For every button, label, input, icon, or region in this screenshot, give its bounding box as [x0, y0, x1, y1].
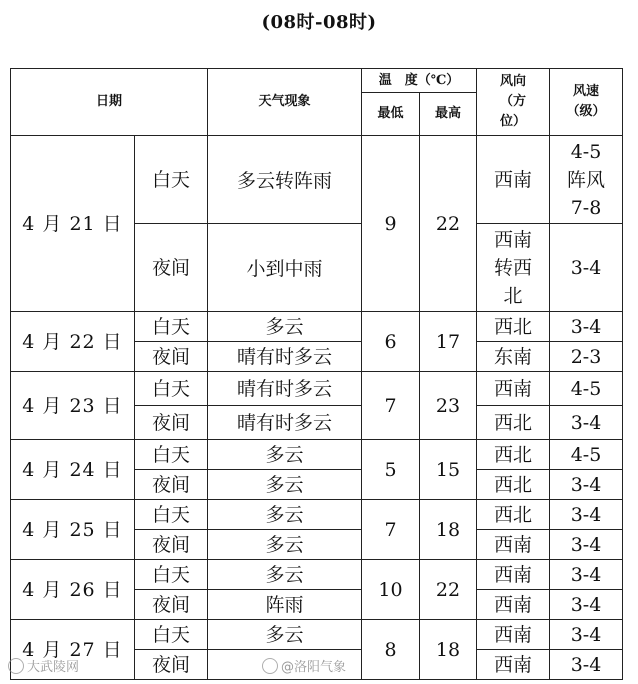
- period-label: 夜间: [135, 406, 208, 440]
- date-cell: 4 月 26 日: [11, 560, 135, 620]
- header-wind-speed: [550, 69, 623, 136]
- temp-low-cell: 9: [362, 136, 420, 312]
- weather-cell: 晴有时多云: [208, 406, 362, 440]
- wind-speed-cell: 3-4: [550, 312, 623, 342]
- date-cell: 4 月 23 日: [11, 372, 135, 440]
- temp-low-cell: 5: [362, 440, 420, 500]
- wind-speed-cell: 3-4: [550, 650, 623, 680]
- wind-dir-cell: 西北: [477, 406, 550, 440]
- wind-speed-line: 7-8: [570, 196, 602, 219]
- weather-cell: 多云: [208, 620, 362, 650]
- header-date: 日期: [11, 69, 208, 136]
- header-wind-dir-line: 位）: [500, 114, 527, 129]
- header-wind-dir-line: 风向: [500, 74, 527, 89]
- temp-high-cell: 22: [420, 136, 477, 312]
- weather-cell: 晴有时多云: [208, 372, 362, 406]
- weather-cell: 多云: [208, 530, 362, 560]
- temp-low-cell: 7: [362, 500, 420, 560]
- wind-dir-cell: 西南: [477, 590, 550, 620]
- weather-cell: 晴有时多云: [208, 342, 362, 372]
- weather-cell: 多云: [208, 470, 362, 500]
- date-cell: 4 月 22 日: [11, 312, 135, 372]
- period-label: 白天: [135, 312, 208, 342]
- wind-dir-cell: [477, 224, 550, 312]
- wind-speed-cell: 3-4: [550, 224, 623, 312]
- temp-low-cell: 8: [362, 620, 420, 680]
- wind-speed-cell: 3-4: [550, 560, 623, 590]
- date-cell: 4 月 25 日: [11, 500, 135, 560]
- period-label: 夜间: [135, 342, 208, 372]
- weibo-icon: [262, 658, 278, 674]
- period-label: 白天: [135, 500, 208, 530]
- period-label: 白天: [135, 440, 208, 470]
- table-row: [11, 620, 623, 650]
- wind-speed-cell: 3-4: [550, 470, 623, 500]
- temp-high-cell: 23: [420, 372, 477, 440]
- wind-speed-cell: 3-4: [550, 530, 623, 560]
- header-wind-dir: [477, 69, 550, 136]
- header-wind-speed-line: 风速: [573, 84, 600, 99]
- period-label: 白天: [135, 136, 208, 224]
- period-label: 夜间: [135, 470, 208, 500]
- table-row: [11, 372, 623, 406]
- date-cell: 4 月 24 日: [11, 440, 135, 500]
- weather-cell: 多云: [208, 560, 362, 590]
- wind-dir-line: 西南: [494, 169, 533, 191]
- wind-speed-cell: 3-4: [550, 590, 623, 620]
- wind-dir-cell: 西南: [477, 560, 550, 590]
- wind-speed-cell: 3-4: [550, 406, 623, 440]
- wind-dir-cell: 西南: [477, 530, 550, 560]
- period-label: 夜间: [135, 224, 208, 312]
- wind-dir-cell: 西南: [477, 650, 550, 680]
- wind-dir-cell: 西北: [477, 500, 550, 530]
- watermark-right-text: @洛阳气象: [281, 660, 347, 675]
- temp-low-cell: 7: [362, 372, 420, 440]
- temp-low-cell: 10: [362, 560, 420, 620]
- temp-high-cell: 15: [420, 440, 477, 500]
- table-row: [11, 312, 623, 342]
- wind-speed-line: 4-5: [570, 140, 602, 163]
- weather-cell: 多云: [208, 500, 362, 530]
- wind-speed-cell: [550, 136, 623, 224]
- period-label: 白天: [135, 560, 208, 590]
- temp-high-cell: 22: [420, 560, 477, 620]
- wind-dir-cell: 西北: [477, 470, 550, 500]
- header-wind-speed-line: （级）: [566, 104, 606, 119]
- table-row: [11, 136, 623, 224]
- header-temp-high: 最高: [420, 93, 477, 136]
- weibo-icon: [8, 658, 24, 674]
- table-title: (08时-08时): [261, 12, 377, 33]
- wind-speed-cell: 3-4: [550, 620, 623, 650]
- period-label: 夜间: [135, 590, 208, 620]
- wind-speed-cell: 4-5: [550, 372, 623, 406]
- watermark-left: [8, 656, 79, 675]
- temp-high-cell: 18: [420, 500, 477, 560]
- weather-cell: 阵雨: [208, 590, 362, 620]
- period-label: 夜间: [135, 530, 208, 560]
- period-label: 白天: [135, 620, 208, 650]
- forecast-table: [10, 68, 623, 680]
- temp-low-cell: 6: [362, 312, 420, 372]
- wind-dir-cell: 西北: [477, 312, 550, 342]
- weather-cell: 多云转阵雨: [208, 136, 362, 224]
- wind-dir-cell: 西南: [477, 372, 550, 406]
- weather-cell: 多云: [208, 312, 362, 342]
- wind-dir-cell: 东南: [477, 342, 550, 372]
- wind-dir-cell: 西南: [477, 620, 550, 650]
- wind-dir-line: 转西: [494, 256, 533, 279]
- date-cell: 4 月 27 日: [11, 620, 135, 680]
- wind-dir-line: 西南: [494, 228, 533, 251]
- wind-speed-cell: 3-4: [550, 500, 623, 530]
- temp-high-cell: 18: [420, 620, 477, 680]
- wind-speed-line: 阵风: [567, 168, 606, 191]
- header-temp: 温 度（℃）: [362, 69, 477, 93]
- weather-cell: 小到中雨: [208, 224, 362, 312]
- watermark-right: [262, 656, 346, 675]
- wind-speed-cell: 2-3: [550, 342, 623, 372]
- watermark-left-text: 大武陵网: [27, 660, 80, 675]
- period-label: 白天: [135, 372, 208, 406]
- header-wind-dir-line: （方: [500, 94, 527, 109]
- table-row: [11, 440, 623, 470]
- header-weather: 天气现象: [208, 69, 362, 136]
- wind-dir-cell: [477, 136, 550, 224]
- wind-dir-cell: 西北: [477, 440, 550, 470]
- header-temp-low: 最低: [362, 93, 420, 136]
- temp-high-cell: 17: [420, 312, 477, 372]
- wind-dir-line: 北: [503, 284, 523, 307]
- weather-cell: 多云: [208, 440, 362, 470]
- table-row: [11, 560, 623, 590]
- wind-speed-cell: 4-5: [550, 440, 623, 470]
- date-cell: 4 月 21 日: [11, 136, 135, 312]
- table-row: [11, 500, 623, 530]
- period-label: 夜间: [135, 650, 208, 680]
